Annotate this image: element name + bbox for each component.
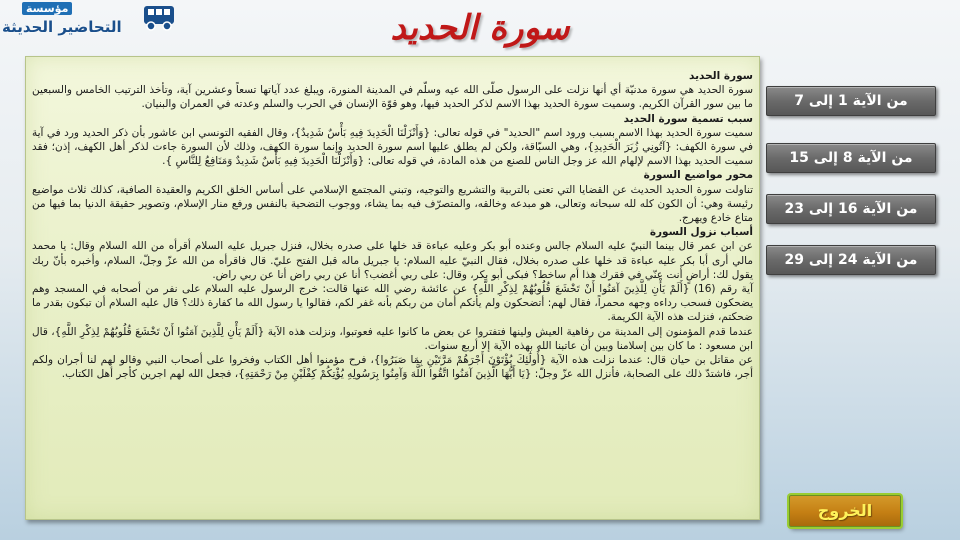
logo-line-2: التحاضير الحديثة [2, 18, 122, 36]
section-paragraph: سورة الحديد هي سورة مدنيّة أي أنها نزلت على الرسول صلّى الله عيه وسلّم في المدينة المنورة، ويبلغ عدد آياتها تسعاً وعشرين آية، وتأخذ الترتيب الخامس والسبعين ما بين سور القرآن الكريم. وسميت سورة الحديد بهذا الاسم لذكر الحديد فيها، وهو قوّة الإنسان في الحرب والسلم وعدته في العمران والبنيان. [32, 84, 753, 111]
content-panel[interactable] [25, 56, 760, 520]
section-heading: أسباب نزول السورة [649, 226, 753, 239]
section-heading: سورة الحديد [689, 70, 753, 82]
section-heading: محور مواضيع السورة [643, 169, 753, 182]
logo [0, 0, 190, 40]
nav-button-verses-1-7[interactable]: من الآية 1 إلى 7 [766, 86, 936, 116]
section-paragraph: آية رقم (16) {أَلَمْ يَأْنِ لِلَّذِينَ آمَنُوا أَنْ تَخْشَعَ قُلُوبُهُمْ لِذِكْرِ اللَّهِ} عن عائشة رضي الله عنها قالت: خرج الرسول عليه السلام على نفر من أصحابه في المسجد وهم يضحكون فسحب رداءه وجهه محمراً، فقال لهم: أتضحكون ولم يأتكم أمان من ربكم بأنه غفر لكم، فقالوا يا رسول الله ما كفارة ذلك؟ قال عليه السلام أن تبكون بقدر ما ضحكتم، فنزلت هذه الآية الكريمة. [32, 283, 753, 324]
bus-icon [140, 0, 180, 34]
exit-button[interactable]: الخروج [789, 495, 901, 527]
section-paragraph: سميت سورة الحديد بهذا الاسم بسبب ورود اسم "الحديد" في قوله تعالى: {وَأَنْزَلْنَا الْحَدِيدَ فِيهِ بَأْسٌ شَدِيدٌ}، وقال الفقيه التونسي ابن عاشور بأن ذكر الحديد ورد في آية في سورة الكهف: {آتُونِي زُبَرَ الْحَدِيدِ}، وهي السبّاقة، ولكن لم يطلق عليها اسم سورة الحديد وإنما سورة الكهف، وذلك لأن السورة جاءت لذكر أهل الكهف، إذن؛ فقد سميت الحديد بهذا الاسم لإلهام الله عز وجل الناس للصنع من هذه المادة، في قوله تعالى: {وَأَنْزَلْنَا الْحَدِيدَ فِيهِ بَأْسٌ شَدِيدٌ وَمَنَافِعُ لِلنَّاسِ }. [32, 126, 753, 168]
logo-line-1: مؤسسة [22, 2, 72, 15]
section-paragraph: عندما قدم المؤمنون إلى المدينة من رفاهية العيش ولينها فتفتروا عن بعض ما كانوا عليه فعوتبوا، ونزلت هذه الآية {أَلَمْ يَأْنِ لِلَّذِينَ آمَنُوا أَنْ تَخْشَعَ قُلُوبُهُمْ لِذِكْرِ اللَّهِ}، قال ابن مسعود : ما كان بين إسلامنا وبين أن عاتبنا الله بهذه الآية إلا أربع سنوات. [32, 325, 753, 352]
page-title: سورة الحديد [390, 8, 570, 48]
section-heading: سبب تسمية سورة الحديد [623, 112, 753, 125]
section-paragraph: عن ابن عمر قال بينما النبيّ عليه السلام جالس وعنده أبو بكر وعليه عباءة قد خلها على صدره بخلال، فنزل جبريل عليه السلام أقرأه من الله السلام وقال: يا محمد مالي أرى أبا بكر عليه عباءة قد خلها على صدره بخلال، فقال النبيّ عليه السلام: يا جبريل ماله قبل الفتح عليّ. قال فاقرأه من الله عزّ وجلّ، السلام، وأخبره بأنّ ربك يقول لك: أراضٍ أنت عنّي في فقرك هذا أم ساخط؟ فبكى أبو بكر، وقال: على ربي أغضب؟ أنا عن ربي راض أنا عن ربي راض. [32, 240, 753, 281]
nav-button-verses-24-29[interactable]: من الآية 24 إلى 29 [766, 245, 936, 275]
section-paragraph: عن مقاتل بن حيان قال: عندما نزلت هذه الآية {أُولَٰئِكَ يُؤْتَوْنَ أَجْرَهُمْ مَرَّتَيْنِ بِمَا صَبَرُوا}، فرح مؤمنوا أهل الكتاب وفخروا على أصحاب النبي وقالو لهم لنا أجران ولكم أجر، فاشتدّ ذلك على الصحابة، فأنزل الله عزّ وجلّ: {يَا أَيُّهَا الَّذِينَ آمَنُوا اتَّقُوا اللَّهَ وَآمِنُوا بِرَسُولِهِ يُؤْتِكُمْ كِفْلَيْنِ مِنْ رَحْمَتِهِ}، فجعل الله لهم اجرين كأجر أهل الكتاب. [32, 354, 753, 381]
nav-button-verses-8-15[interactable]: من الآية 8 إلى 15 [766, 143, 936, 173]
section-paragraph: تناولت سورة الحديد الحديث عن القضايا التي تعنى بالتربية والتشريع والتوجيه، وتبني المجتمع الإسلامي على أساس الخلق الكريم والعقيدة الصافية، كذلك ثلاث مواضيع رئيسة وهي: أن الكون كله لله سبحانه وتعالى، هو مبدعه وخالقه، والمتصرّف فيه بما يشاء، ووجوب التضحية بالنفس ورفع منار الإسلام، وتصوير حقيقة الدنيا بما فيها من متاع خادع ويهرج. [32, 183, 753, 225]
nav-button-verses-16-23[interactable]: من الآية 16 إلى 23 [766, 194, 936, 224]
